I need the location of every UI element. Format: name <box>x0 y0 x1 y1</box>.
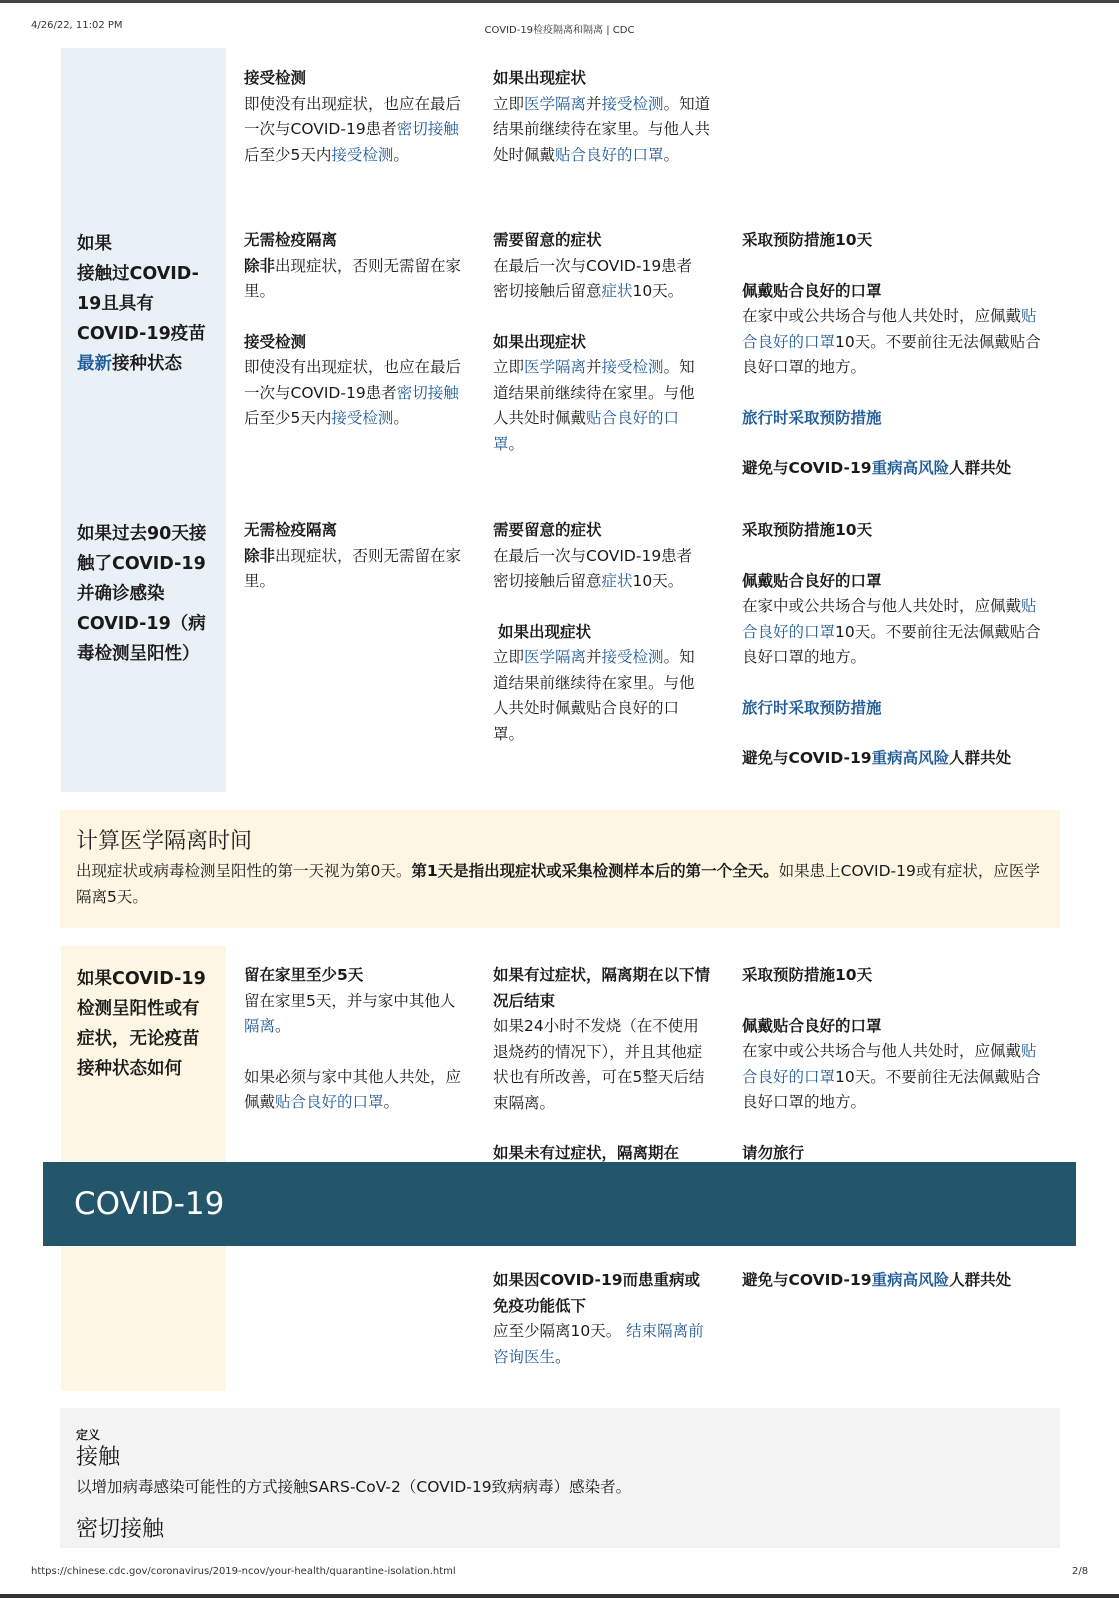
close-contact-title: 密切接触 <box>76 1517 165 1542</box>
travel-precautions-link[interactable]: 旅行时采取预防措施 <box>742 698 882 717</box>
text: 除非出现症状，否则无需留在家里。 <box>244 256 462 300</box>
get-tested-link[interactable]: 接受检测 <box>331 145 394 164</box>
print-page-number: 2/8 <box>1072 1566 1089 1577</box>
row2-col2 <box>244 518 466 595</box>
heading-precautions: 采取预防措施10天 <box>742 966 873 984</box>
row3-label: 如果COVID-19检测呈阳性或有症状，无论疫苗接种状态如何 <box>77 969 206 1079</box>
heading-stay-home: 留在家里至少5天 <box>244 966 364 984</box>
text: 在家中或公共场合与他人共处时，应佩戴贴合良好的口罩10天。不要前往无法佩戴贴合良好口罩的地方。 <box>742 597 1041 666</box>
heading-avoid-high-risk: 避免与COVID-19重病高风险人群共处 <box>742 749 1012 767</box>
heading-no-quarantine: 无需检疫隔离 <box>244 231 338 249</box>
row0-col2 <box>244 66 466 168</box>
heading: 接受检测 <box>244 69 307 87</box>
travel-precautions-link[interactable]: 旅行时采取预防措施 <box>742 408 882 427</box>
row1-label-cell <box>61 211 226 501</box>
row1-label-if: 如果 <box>77 234 112 254</box>
mask-link[interactable]: 贴合良好的口罩 <box>742 307 1037 351</box>
heading-end-no-symptoms: 如果未有过症状，隔离期在 <box>493 1144 680 1162</box>
calc-text: 出现症状或病毒检测呈阳性的第一天视为第0天。第1天是指出现症状或采集检测样本后的第一个全天。如果患上COVID-19或有症状，应医学隔离5天。 <box>76 862 1040 906</box>
isolation-link[interactable]: 医学隔离 <box>524 648 587 666</box>
text: 在最后一次与COVID-19患者密切接触后留意症状10天。 <box>493 256 693 300</box>
text: 立即医学隔离并接受检测。知道结果前继续待在家里。与他人共处时佩戴贴合良好的口罩。 <box>493 94 711 164</box>
heading-severe-illness: 如果因COVID-19而患重病或免疫功能低下 <box>493 1271 701 1315</box>
text: 留在家里5天，并与家中其他人隔离。 <box>244 991 456 1035</box>
row2-label: 如果过去90天接触了COVID-19并确诊感染COVID-19（病毒检测呈阳性） <box>77 524 207 664</box>
close-contact-link[interactable]: 密切接触 <box>396 383 459 402</box>
row3-col4 <box>742 963 1042 1166</box>
symptoms-link[interactable]: 症状 <box>601 282 633 300</box>
heading-watch-symptoms: 需要留意的症状 <box>493 521 602 539</box>
print-title: COVID-19检疫隔离和隔离 | CDC <box>484 25 635 36</box>
heading-if-symptoms: 如果出现症状 <box>498 622 592 641</box>
row1-label: 接触过COVID-19且具有COVID-19疫苗最新接种状态 <box>77 264 206 374</box>
heading-if-symptoms: 如果出现症状 <box>493 332 587 351</box>
print-datetime: 4/26/22, 11:02 PM <box>31 20 123 31</box>
symptoms-link[interactable]: 症状 <box>601 572 633 590</box>
definitions-label: 定义 <box>76 1428 101 1442</box>
isolation-link[interactable]: 医学隔离 <box>524 358 587 376</box>
row1-col4 <box>742 228 1042 482</box>
get-tested-link[interactable]: 接受检测 <box>601 94 664 113</box>
row3b-col3 <box>493 1268 715 1370</box>
covid-19-banner[interactable] <box>43 1162 1076 1246</box>
heading-no-quarantine: 无需检疫隔离 <box>244 521 338 539</box>
mask-link[interactable]: 贴合良好的口罩 <box>742 597 1037 641</box>
heading-avoid-high-risk: 避免与COVID-19重病高风险人群共处 <box>742 1271 1012 1289</box>
row2-col4 <box>742 518 1042 772</box>
get-tested-link[interactable]: 接受检测 <box>331 409 394 427</box>
row1-col3 <box>493 228 703 457</box>
text: 在家中或公共场合与他人共处时，应佩戴贴合良好的口罩10天。不要前往无法佩戴贴合良好口罩的地方。 <box>742 307 1041 376</box>
text: 立即医学隔离并接受检测。知道结果前继续待在家里。与他人共处时佩戴贴合良好的口罩。 <box>493 648 695 743</box>
heading-watch-symptoms: 需要留意的症状 <box>493 231 602 249</box>
heading-precautions: 采取预防措施10天 <box>742 231 873 249</box>
get-tested-link[interactable]: 接受检测 <box>601 648 664 666</box>
text: 即使没有出现症状，也应在最后一次与COVID-19患者密切接触后至少5天内接受检测。 <box>244 358 462 427</box>
calc-title: 计算医学隔离时间 <box>76 829 253 854</box>
row0-label-cell <box>61 48 226 211</box>
top-edge <box>0 0 1119 3</box>
text: 即使没有出现症状，也应在最后一次与COVID-19患者密切接触后至少5天内接受检测。 <box>244 94 462 164</box>
heading-precautions: 采取预防措施10天 <box>742 521 873 539</box>
get-tested-link[interactable]: 接受检测 <box>601 358 664 376</box>
banner-title: COVID-19 <box>74 1186 225 1222</box>
up-to-date-link[interactable]: 最新 <box>77 354 112 374</box>
heading-end-if-symptoms: 如果有过症状，隔离期在以下情况后结束 <box>493 966 711 1010</box>
bottom-edge <box>0 1594 1119 1598</box>
consult-doctor-link[interactable]: 结束隔离前咨询医生 <box>493 1322 704 1366</box>
heading-do-not-travel: 请勿旅行 <box>742 1143 805 1162</box>
mask-link[interactable]: 贴合良好的口罩 <box>742 1042 1037 1086</box>
print-url: https://chinese.cdc.gov/coronavirus/2019-ncov/your-health/quarantine-isolation.html <box>31 1566 456 1577</box>
isolate-link[interactable]: 隔离 <box>244 1017 276 1035</box>
row2-col3 <box>493 518 703 747</box>
heading-get-tested: 接受检测 <box>244 332 307 351</box>
row3-col2 <box>244 963 466 1116</box>
row1-col2 <box>244 228 466 432</box>
text: 立即医学隔离并接受检测。知道结果前继续待在家里。与他人共处时佩戴贴合良好的口罩。 <box>493 358 695 453</box>
text: 在家中或公共场合与他人共处时，应佩戴贴合良好的口罩10天。不要前往无法佩戴贴合良好口罩的地方。 <box>742 1042 1041 1111</box>
high-risk-link[interactable]: 重病高风险 <box>871 1271 950 1289</box>
exposure-text: 以增加病毒感染可能性的方式接触SARS-CoV-2（COVID-19致病病毒）感染者。 <box>76 1478 632 1496</box>
exposure-title: 接触 <box>76 1445 121 1470</box>
close-contact-link[interactable]: 密切接触 <box>396 120 459 138</box>
mask-link[interactable]: 贴合良好的口罩 <box>275 1093 384 1111</box>
row2-label-cell <box>61 501 226 792</box>
mask-link[interactable]: 贴合良好的口罩 <box>555 145 664 164</box>
row3-col3 <box>493 963 711 1167</box>
text: 应至少隔离10天。 结束隔离前咨询医生。 <box>493 1322 704 1366</box>
isolation-link[interactable]: 医学隔离 <box>524 94 587 113</box>
mask-link[interactable]: 贴合良好的口罩 <box>493 409 680 453</box>
definitions-box <box>60 1408 1060 1548</box>
heading-mask: 佩戴贴合良好的口罩 <box>742 1016 882 1035</box>
text: 在最后一次与COVID-19患者密切接触后留意症状10天。 <box>493 546 693 590</box>
heading-mask: 佩戴贴合良好的口罩 <box>742 281 882 300</box>
text: 除非出现症状，否则无需留在家里。 <box>244 546 462 590</box>
heading-mask: 佩戴贴合良好的口罩 <box>742 571 882 590</box>
text: 如果24小时不发烧（在不使用退烧药的情况下），并且其他症状也有所改善，可在5整天后结束隔离。 <box>493 1017 705 1112</box>
text: 如果必须与家中其他人共处，应佩戴贴合良好的口罩。 <box>244 1067 462 1111</box>
row0-col3 <box>493 66 711 168</box>
high-risk-link[interactable]: 重病高风险 <box>871 459 950 477</box>
high-risk-link[interactable]: 重病高风险 <box>871 749 950 767</box>
row3b-col4 <box>742 1268 1042 1294</box>
calculate-isolation-box <box>60 810 1060 928</box>
heading: 如果出现症状 <box>493 69 587 87</box>
heading-avoid-high-risk: 避免与COVID-19重病高风险人群共处 <box>742 459 1012 477</box>
